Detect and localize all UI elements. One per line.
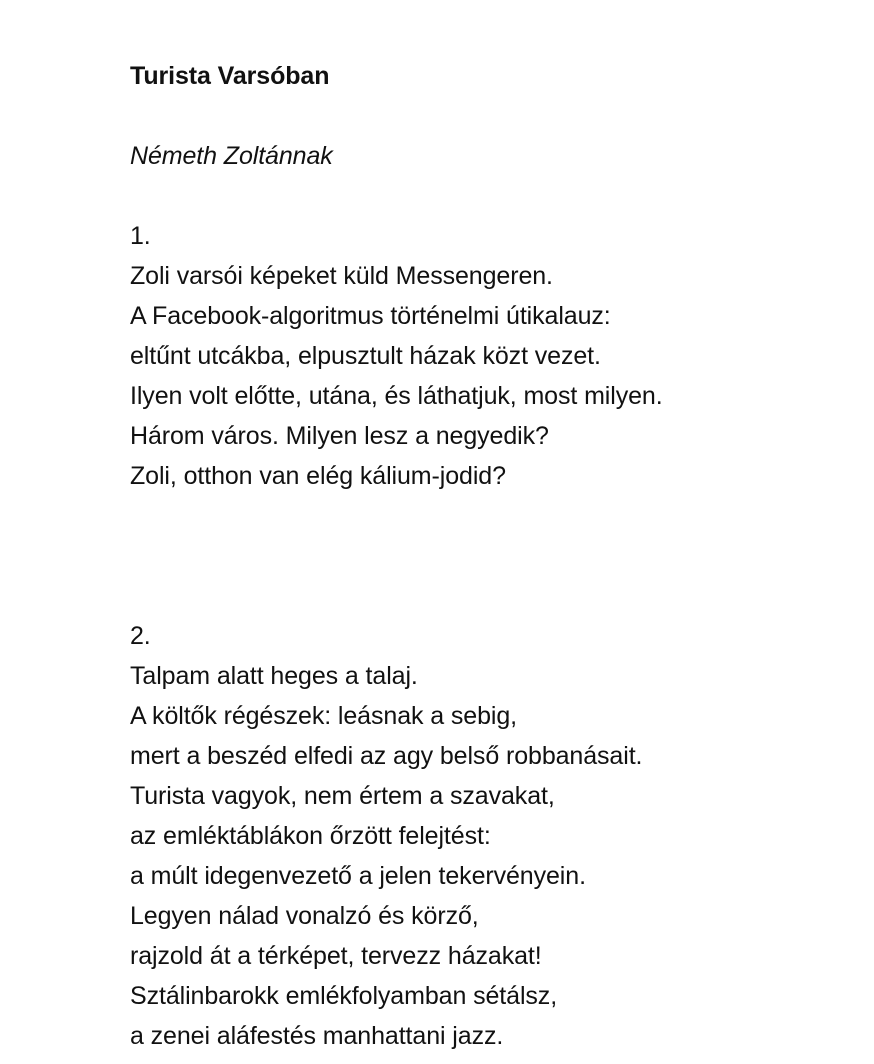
poem-line: Három város. Milyen lesz a negyedik?: [130, 422, 549, 450]
section-number: 2.: [130, 622, 151, 650]
poem-line: Turista vagyok, nem értem a szavakat,: [130, 782, 555, 810]
poem-line: a zenei aláfestés manhattani jazz.: [130, 1022, 504, 1050]
poem-dedication: Németh Zoltánnak: [130, 142, 333, 170]
poem-line: Zoli varsói képeket küld Messengeren.: [130, 262, 553, 290]
poem-line: Talpam alatt heges a talaj.: [130, 662, 418, 690]
poem-line: Zoli, otthon van elég kálium-jodid?: [130, 462, 506, 490]
poem-line: Sztálinbarokk emlékfolyamban sétálsz,: [130, 982, 558, 1010]
poem-title: Turista Varsóban: [130, 62, 330, 90]
poem-line: Ilyen volt előtte, utána, és láthatjuk, most milyen.: [130, 382, 663, 410]
poem-line: A költők régészek: leásnak a sebig,: [130, 702, 518, 730]
poem-line: Legyen nálad vonalzó és körző,: [130, 902, 479, 930]
poem-line: mert a beszéd elfedi az agy belső robbanásait.: [130, 742, 643, 770]
poem-line: rajzold át a térképet, tervezz házakat!: [130, 942, 542, 970]
poem-line: a múlt idegenvezető a jelen tekervényein.: [130, 862, 586, 890]
poem-line: az emléktáblákon őrzött felejtést:: [130, 822, 491, 850]
poem-line: A Facebook-algoritmus történelmi útikalauz:: [130, 302, 611, 330]
poem-line: eltűnt utcákba, elpusztult házak közt vezet.: [130, 342, 601, 370]
section-number: 1.: [130, 222, 151, 250]
